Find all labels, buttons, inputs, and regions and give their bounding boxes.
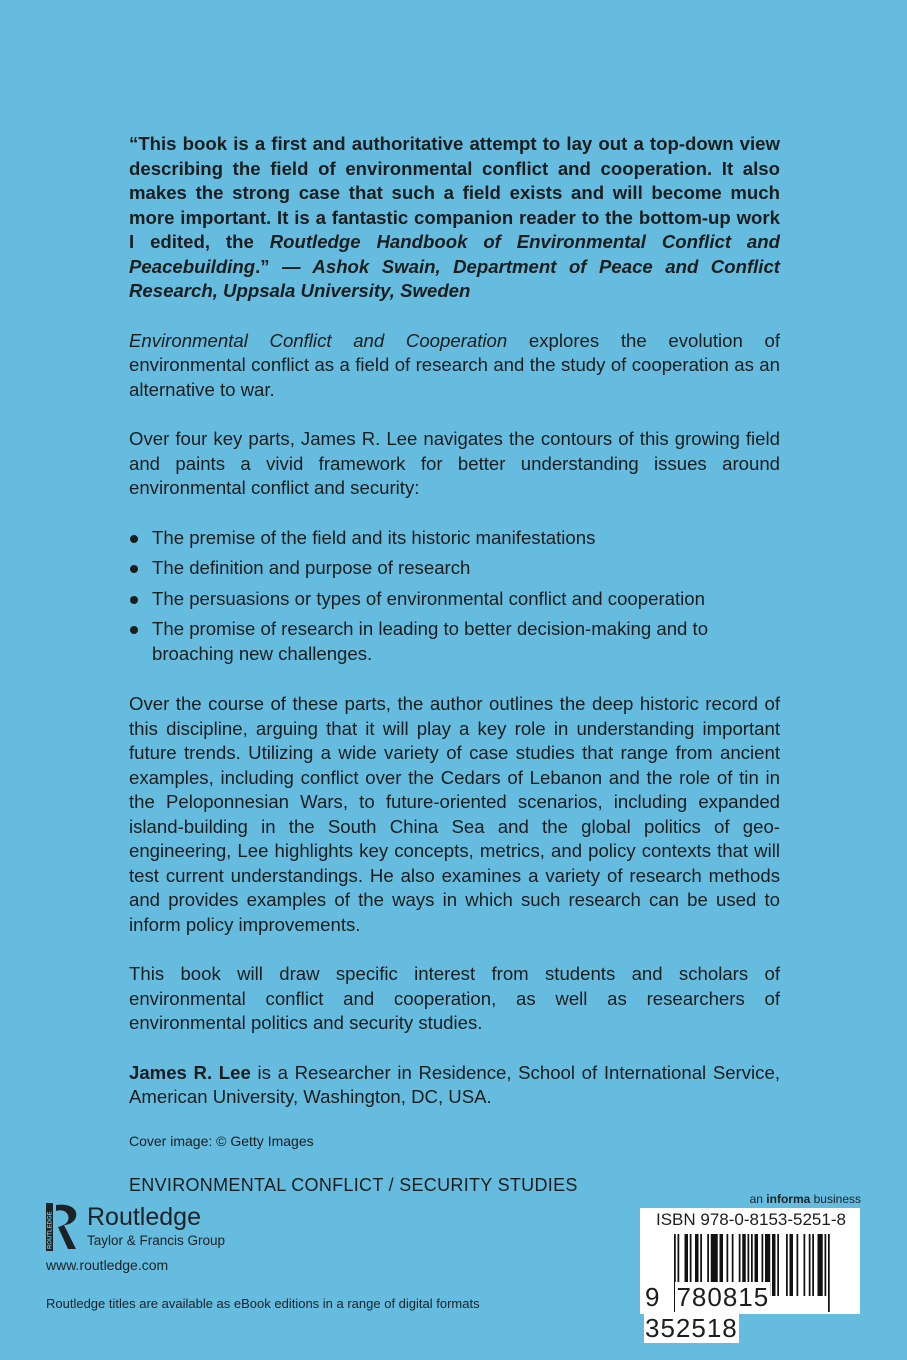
logo-side-text: ROUTLEDGE (47, 1211, 54, 1249)
intro-paragraph (129, 329, 780, 403)
parts-list (129, 526, 780, 667)
author-bio-text: is a Researcher in Residence, School of International Service, American University, Washington, DC, USA. (129, 1061, 780, 1107)
author-name: James R. Lee (129, 1061, 251, 1083)
quote-attribution: — Ashok Swain, Department of Peace and Conflict Research, Uppsala University, Sweden (129, 255, 780, 301)
ebook-note: Routledge titles are available as eBook editions in a range of digital formats (46, 1296, 480, 1311)
informa-business (750, 1192, 861, 1206)
list-item: The definition and purpose of research (129, 556, 780, 581)
routledge-r-icon (46, 1203, 82, 1251)
informa-suffix: business (810, 1192, 861, 1206)
barcode-digits (644, 1282, 860, 1344)
publisher-name: Routledge (87, 1203, 201, 1231)
barcode-group-2: 352518 (645, 1313, 738, 1343)
list-item: The premise of the field and its historic manifestations (129, 526, 780, 551)
quote-end: .” (255, 255, 270, 277)
list-item: The promise of research in leading to better decision-making and to broaching new challenges. (129, 617, 780, 666)
author-bio (129, 1061, 780, 1110)
barcode-lead-digit: 9 (645, 1282, 661, 1312)
parts-intro: Over four key parts, James R. Lee navigates the contours of this growing field and paints a vivid framework for better understanding issues around environmental conflict and security: (129, 428, 780, 498)
body-paragraph: Over the course of these parts, the author outlines the deep historic record of this discipline, arguing that it will play a key role in understanding important future trends. Utilizing a wide variety of case studies that range from ancient examples, including conflict over the Cedars of Lebanon and the role of tin in the Peloponnesian Wars, to future-oriented scenarios, including expanded island-building in the South China Sea and the global politics of geo-engineering, Lee highlights key concepts, metrics, and policy contexts that will test current understandings. He also examines a variety of research methods and provides examples of the ways in which such research can be used to inform policy improvements. (129, 693, 780, 935)
subject-category: ENVIRONMENTAL CONFLICT / SECURITY STUDIES (129, 1175, 578, 1195)
publisher-website[interactable]: www.routledge.com (46, 1257, 169, 1273)
back-cover-text (129, 132, 780, 1223)
barcode-group-1: 780815 (676, 1282, 770, 1312)
cover-credit: Cover image: © Getty Images (129, 1132, 314, 1149)
informa-prefix: an (749, 1192, 767, 1206)
isbn-barcode (640, 1208, 860, 1343)
audience-paragraph: This book will draw specific interest from students and scholars of environmental conflict and cooperation, as well as researchers of environmental politics and security studies. (129, 963, 780, 1033)
routledge-logo (46, 1203, 226, 1256)
publisher-group: Taylor & Francis Group (87, 1233, 226, 1248)
quote-text: “This book is a first and authoritative attempt to lay out a top-down view describing the field of environmental conflict and cooperation. It also makes the strong case that such a field exists and will become much more important. It is a fantastic companion reader to the bottom-up work I edited, the (129, 133, 780, 252)
informa-brand: informa (766, 1192, 811, 1206)
isbn-label: ISBN 978-0-8153-5251-8 (656, 1210, 846, 1229)
endorsement-quote (129, 132, 780, 304)
quote-book-title: Routledge Handbook of Environmental Conflict and Peacebuilding (129, 231, 780, 277)
book-title: Environmental Conflict and Cooperation (129, 329, 508, 351)
list-item: The persuasions or types of environmental conflict and cooperation (129, 587, 780, 612)
intro-text: explores the evolution of environmental conflict as a field of research and the study of cooperation as an alternative to war. (129, 329, 780, 400)
